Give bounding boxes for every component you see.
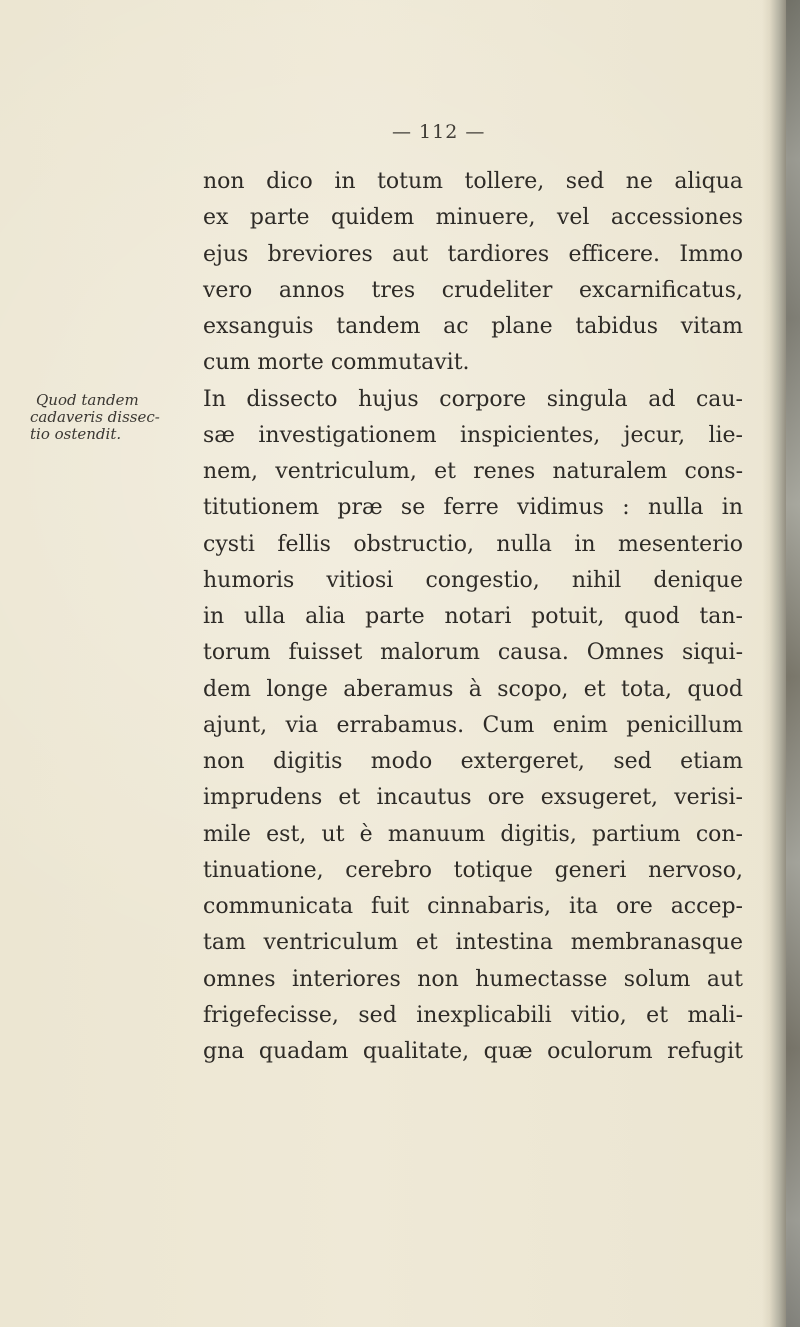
text-line: omnes interiores non humectasse solum aut [203, 966, 743, 992]
text-line: titutionem præ se ferre vidimus : nulla in [203, 495, 743, 521]
margin-note-line: Quod tandem [36, 391, 139, 409]
text-line: gna quadam qualitate, quæ oculorum refugit [203, 1039, 743, 1064]
text-line: In dissecto hujus corpore singula ad cau- [203, 386, 743, 412]
text-line: communicata fuit cinnabaris, ita ore accep- [203, 894, 743, 919]
text-line: sæ investigationem inspicientes, jecur, lie- [203, 422, 743, 448]
text-line: ejus breviores aut tardiores efficere. Immo [203, 241, 743, 267]
text-line: cum morte commutavit. [203, 350, 470, 376]
text-line: tinuatione, cerebro totique generi nervoso, [203, 857, 743, 883]
text-line: exsanguis tandem ac plane tabidus vitam [203, 314, 743, 339]
page-edge-shadow [762, 0, 800, 1327]
text-line: nem, ventriculum, et renes naturalem cons- [203, 459, 743, 484]
margin-note [30, 392, 195, 443]
margin-note-line: cadaveris dissec- [30, 408, 160, 426]
text-line: mile est, ut è manuum digitis, partium con- [203, 821, 743, 847]
text-line: ajunt, via errabamus. Cum enim penicillum [203, 712, 743, 738]
text-line: non digitis modo extergeret, sed etiam [203, 749, 743, 774]
text-line: ex parte quidem minuere, vel accessiones [203, 205, 743, 231]
page-number: — 112 — [392, 121, 486, 143]
text-line: non dico in totum tollere, sed ne aliqua [203, 169, 743, 194]
text-line: in ulla alia parte notari potuit, quod tan- [203, 604, 743, 629]
margin-note-line: tio ostendit. [30, 425, 122, 443]
text-line: vero annos tres crudeliter excarnificatus, [203, 277, 743, 303]
text-line: torum fuisset malorum causa. Omnes siqui- [203, 640, 743, 666]
text-line: frigefecisse, sed inexplicabili vitio, et mali- [203, 1002, 743, 1028]
text-line: tam ventriculum et intestina membranasque [203, 930, 743, 956]
text-line: cysti fellis obstructio, nulla in mesenterio [203, 531, 743, 557]
text-line: imprudens et incautus ore exsugeret, verisi- [203, 785, 743, 811]
text-line: dem longe aberamus à scopo, et tota, quod [203, 676, 743, 702]
body-text [203, 164, 743, 1070]
text-line: humoris vitiosi congestio, nihil denique [203, 567, 743, 593]
